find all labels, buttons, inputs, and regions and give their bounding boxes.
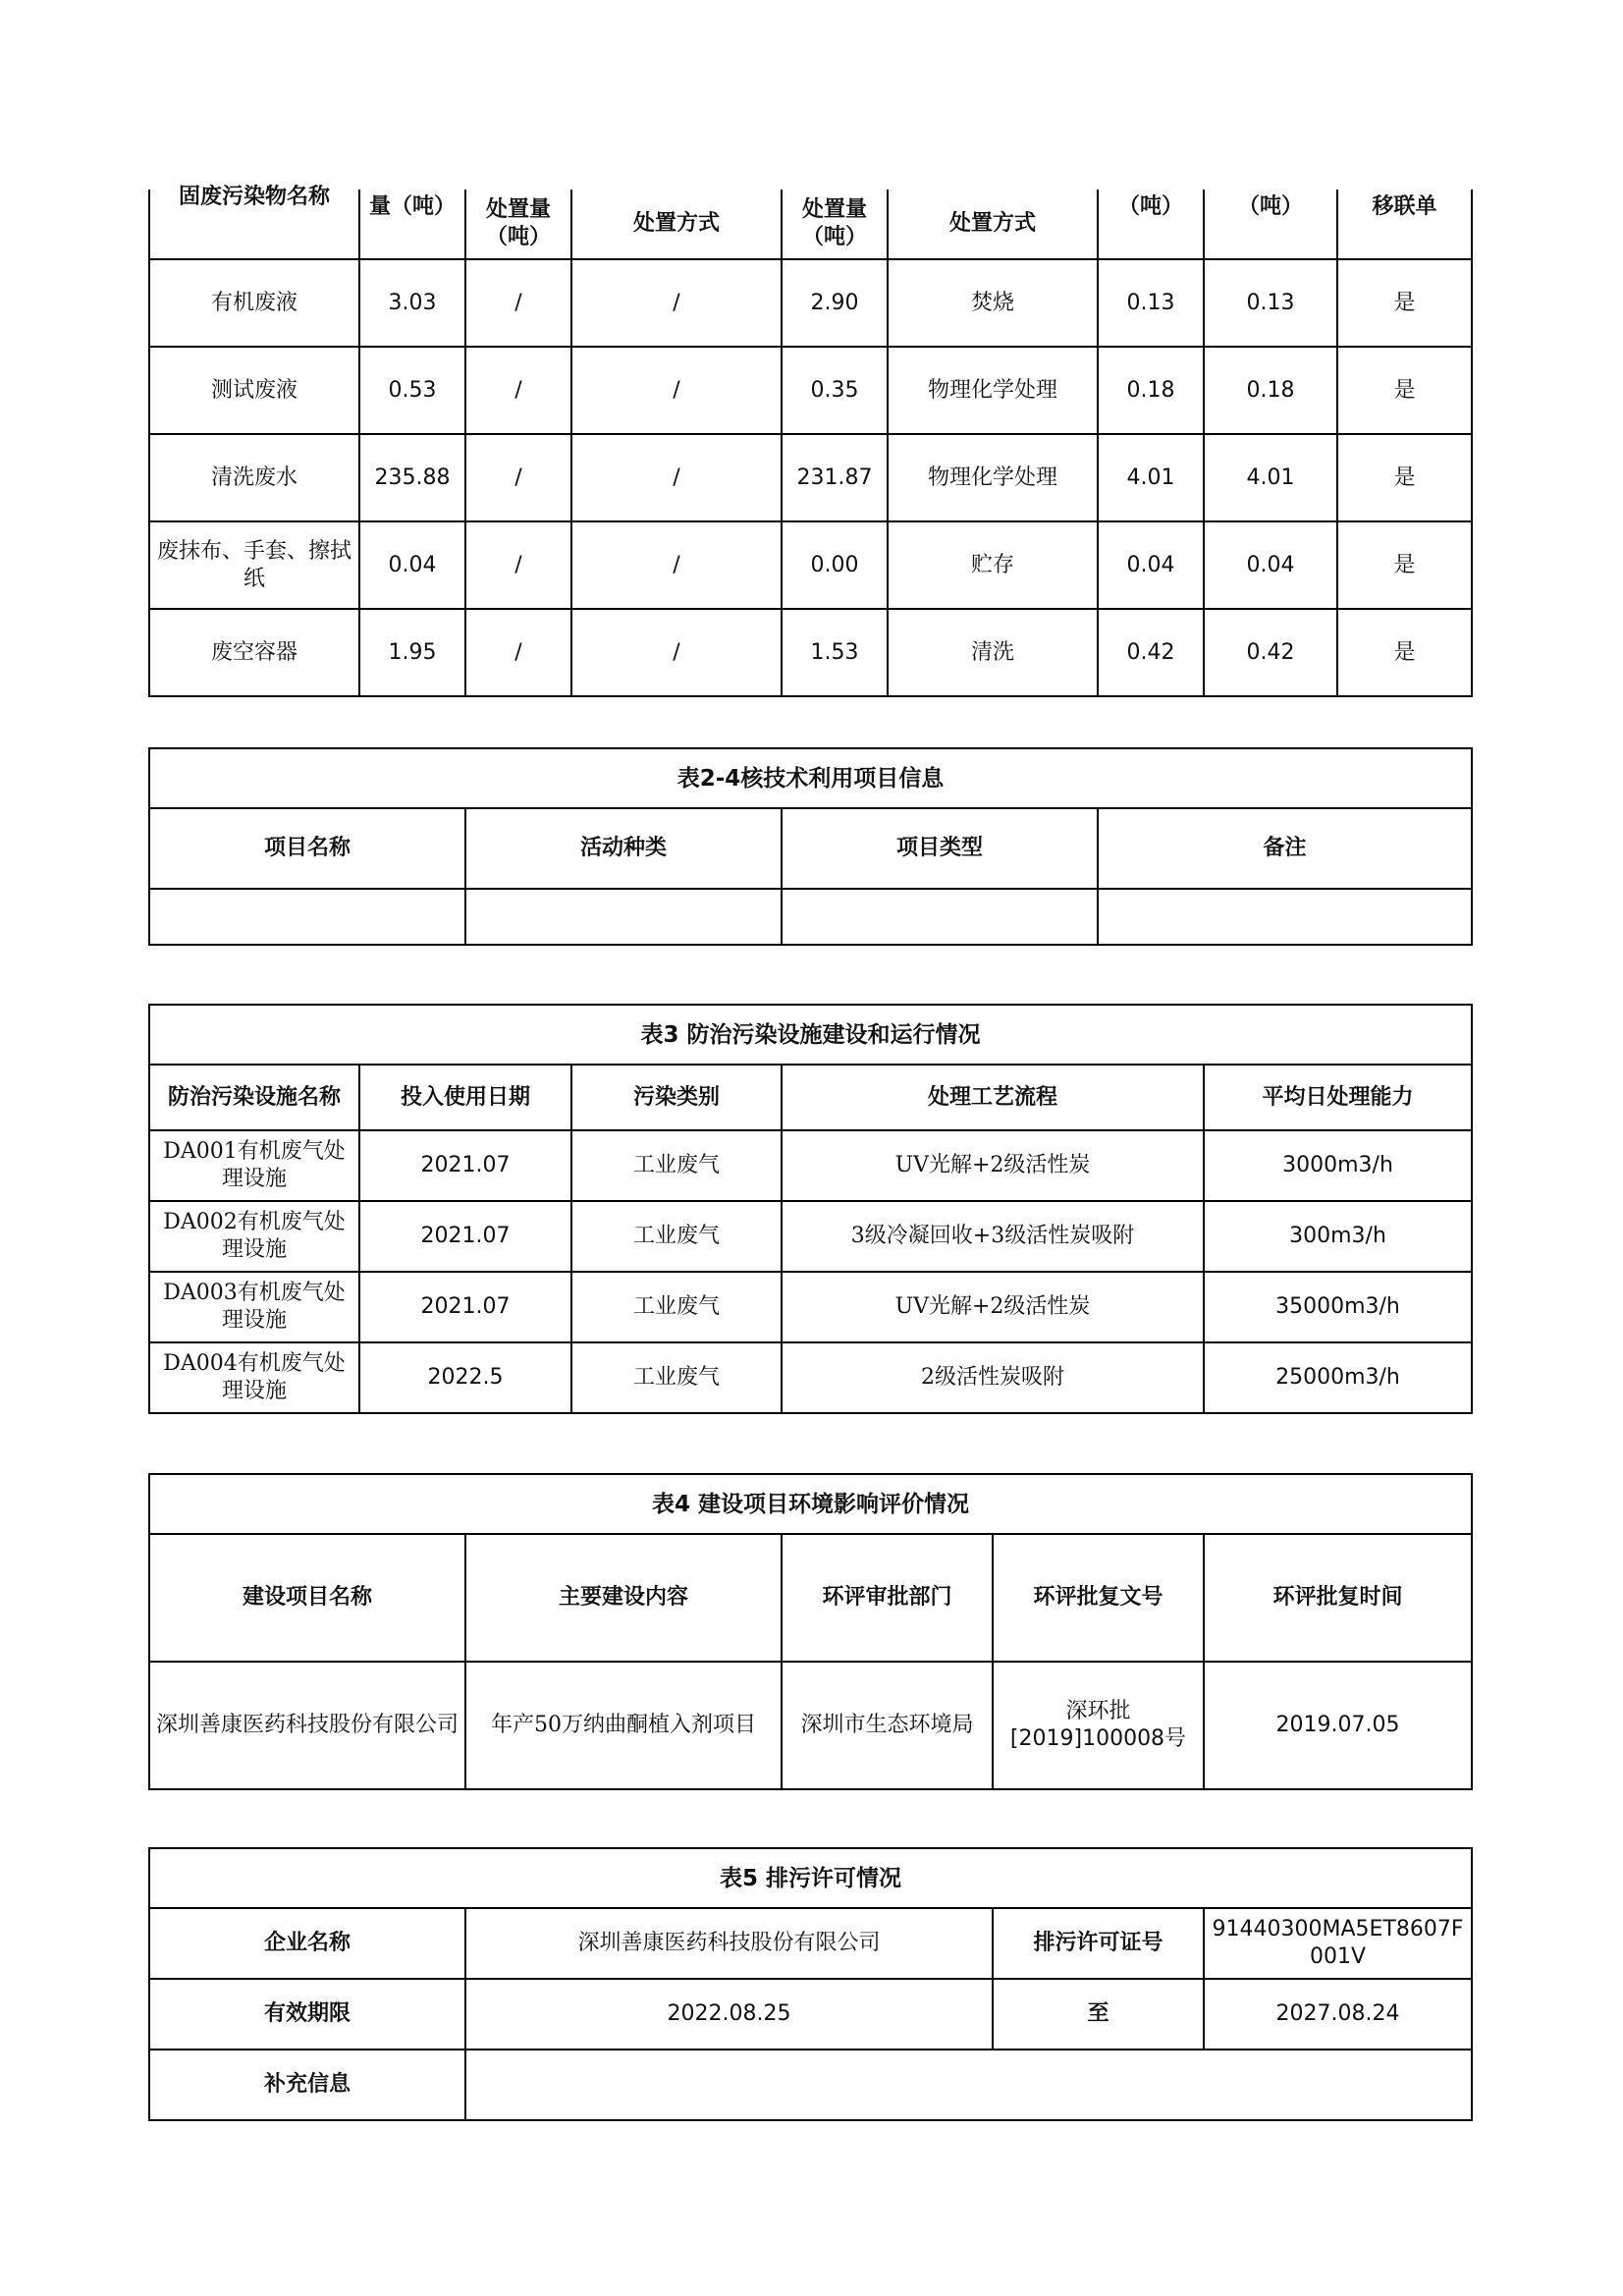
header-approval-doc: 环评批复文号 (993, 1534, 1204, 1662)
entrust-method: 焚烧 (888, 259, 1098, 347)
start-date: 2021.07 (359, 1130, 571, 1201)
start-date: 2022.5 (359, 1342, 571, 1413)
header-approval-dept: 环评审批部门 (782, 1534, 993, 1662)
produced-qty: 0.04 (359, 521, 465, 609)
self-method: / (571, 259, 782, 347)
pollution-facility-table (148, 1004, 1473, 1414)
header-activity-type: 活动种类 (465, 808, 782, 889)
manifest-flag: 是 (1337, 434, 1472, 521)
pollution-type: 工业废气 (571, 1201, 782, 1272)
self-qty: / (465, 347, 571, 434)
pollution-type: 工业废气 (571, 1342, 782, 1413)
stock-qty: 0.04 (1204, 521, 1337, 609)
entrust-qty: 1.53 (782, 609, 888, 696)
produced-qty: 0.53 (359, 347, 465, 434)
pollution-type: 工业废气 (571, 1130, 782, 1201)
permit-label: 排污许可证号 (993, 1908, 1204, 1979)
table-row (149, 1979, 1472, 2050)
entrust-qty: 2.90 (782, 259, 888, 347)
extra-info-label: 补充信息 (149, 2050, 465, 2120)
nuclear-tech-table (148, 747, 1473, 946)
main-content: 年产50万纳曲酮植入剂项目 (465, 1662, 782, 1789)
header-start-date: 投入使用日期 (359, 1065, 571, 1130)
produced-qty: 235.88 (359, 434, 465, 521)
permit-number: 91440300MA5ET8607F001V (1204, 1908, 1472, 1979)
table-header-row (149, 1065, 1472, 1130)
start-date: 2021.07 (359, 1201, 571, 1272)
self-qty: / (465, 609, 571, 696)
table-title: 表3 防治污染设施建设和运行情况 (149, 1005, 1472, 1065)
company-label: 企业名称 (149, 1908, 465, 1979)
extra-info (465, 2050, 1472, 2120)
self-qty: / (465, 521, 571, 609)
table-row (149, 2050, 1472, 2120)
validity-label: 有效期限 (149, 1979, 465, 2050)
project-name: 深圳善康医药科技股份有限公司 (149, 1662, 465, 1789)
self-method: / (571, 347, 782, 434)
header-stock: （吨） (1237, 194, 1303, 219)
table-header-row (149, 190, 1472, 259)
waste-name: 清洗废水 (149, 434, 359, 521)
header-process: 处理工艺流程 (782, 1065, 1204, 1130)
process: UV光解+2级活性炭 (782, 1130, 1204, 1201)
process: 3级冷凝回收+3级活性炭吸附 (782, 1201, 1204, 1272)
empty-cell (465, 889, 782, 945)
stock-qty: 0.42 (1204, 609, 1337, 696)
header-remarks: 备注 (1098, 808, 1472, 889)
table-title: 表4 建设项目环境影响评价情况 (149, 1474, 1472, 1534)
approval-date: 2019.07.05 (1204, 1662, 1472, 1789)
waste-name: 测试废液 (149, 347, 359, 434)
entrust-method: 贮存 (888, 521, 1098, 609)
header-approval-date: 环评批复时间 (1204, 1534, 1472, 1662)
table-row (149, 1342, 1472, 1413)
header-storage: （吨） (1117, 194, 1183, 219)
produced-qty: 1.95 (359, 609, 465, 696)
produced-qty: 3.03 (359, 259, 465, 347)
empty-cell (149, 889, 465, 945)
self-qty: / (465, 259, 571, 347)
storage-qty: 0.13 (1098, 259, 1204, 347)
company-name: 深圳善康医药科技股份有限公司 (465, 1908, 993, 1979)
start-date: 2021.07 (359, 1272, 571, 1342)
entrust-method: 物理化学处理 (888, 434, 1098, 521)
table-row (149, 1908, 1472, 1979)
stock-qty: 0.13 (1204, 259, 1337, 347)
header-manifest: 移联单 (1372, 194, 1437, 219)
self-qty: / (465, 434, 571, 521)
hazardous-waste-table (148, 185, 1473, 697)
entrust-method: 清洗 (888, 609, 1098, 696)
header-pollution-type: 污染类别 (571, 1065, 782, 1130)
validity-to-label: 至 (993, 1979, 1204, 2050)
entrust-qty: 0.35 (782, 347, 888, 434)
table-row (149, 347, 1472, 434)
waste-name: 废空容器 (149, 609, 359, 696)
process: 2级活性炭吸附 (782, 1342, 1204, 1413)
table-header-row (149, 1534, 1472, 1662)
table-row (149, 1662, 1472, 1789)
header-project-type: 项目类型 (782, 808, 1098, 889)
capacity: 25000m3/h (1204, 1342, 1472, 1413)
validity-from: 2022.08.25 (465, 1979, 993, 2050)
manifest-flag: 是 (1337, 347, 1472, 434)
entrust-method: 物理化学处理 (888, 347, 1098, 434)
header-self-qty: 处置量（吨） (465, 190, 571, 259)
header-waste-name: 固废污染物名称 (178, 185, 330, 209)
header-entrust-qty: 处置量（吨） (782, 190, 888, 259)
empty-cell (782, 889, 1098, 945)
table-header-row (149, 808, 1472, 889)
storage-qty: 0.04 (1098, 521, 1204, 609)
table-row (149, 521, 1472, 609)
facility-name: DA001有机废气处理设施 (149, 1130, 359, 1201)
manifest-flag: 是 (1337, 259, 1472, 347)
table-row (149, 889, 1472, 945)
self-method: / (571, 609, 782, 696)
table-row (149, 259, 1472, 347)
header-facility-name: 防治污染设施名称 (149, 1065, 359, 1130)
table-row (149, 1130, 1472, 1201)
header-self-method: 处置方式 (571, 190, 782, 259)
entrust-qty: 231.87 (782, 434, 888, 521)
stock-qty: 0.18 (1204, 347, 1337, 434)
capacity: 300m3/h (1204, 1201, 1472, 1272)
facility-name: DA002有机废气处理设施 (149, 1201, 359, 1272)
validity-to: 2027.08.24 (1204, 1979, 1472, 2050)
header-main-content: 主要建设内容 (465, 1534, 782, 1662)
table-row (149, 609, 1472, 696)
capacity: 35000m3/h (1204, 1272, 1472, 1342)
header-capacity: 平均日处理能力 (1204, 1065, 1472, 1130)
storage-qty: 4.01 (1098, 434, 1204, 521)
discharge-permit-table (148, 1847, 1473, 2121)
self-method: / (571, 434, 782, 521)
manifest-flag: 是 (1337, 521, 1472, 609)
manifest-flag: 是 (1337, 609, 1472, 696)
stock-qty: 4.01 (1204, 434, 1337, 521)
header-produced: 量（吨） (368, 194, 456, 219)
entrust-qty: 0.00 (782, 521, 888, 609)
empty-cell (1098, 889, 1472, 945)
header-project-name: 建设项目名称 (149, 1534, 465, 1662)
header-project-name: 项目名称 (149, 808, 465, 889)
table-row (149, 1201, 1472, 1272)
waste-name: 废抹布、手套、擦拭纸 (149, 521, 359, 609)
eia-table (148, 1473, 1473, 1790)
facility-name: DA004有机废气处理设施 (149, 1342, 359, 1413)
header-entrust-method: 处置方式 (888, 190, 1098, 259)
storage-qty: 0.18 (1098, 347, 1204, 434)
storage-qty: 0.42 (1098, 609, 1204, 696)
process: UV光解+2级活性炭 (782, 1272, 1204, 1342)
pollution-type: 工业废气 (571, 1272, 782, 1342)
table-row (149, 434, 1472, 521)
waste-name: 有机废液 (149, 259, 359, 347)
approval-doc: 深环批[2019]100008号 (993, 1662, 1204, 1789)
self-method: / (571, 521, 782, 609)
table-title: 表5 排污许可情况 (149, 1848, 1472, 1908)
approval-dept: 深圳市生态环境局 (782, 1662, 993, 1789)
capacity: 3000m3/h (1204, 1130, 1472, 1201)
table-title: 表2-4核技术利用项目信息 (149, 748, 1472, 808)
table-row (149, 1272, 1472, 1342)
facility-name: DA003有机废气处理设施 (149, 1272, 359, 1342)
